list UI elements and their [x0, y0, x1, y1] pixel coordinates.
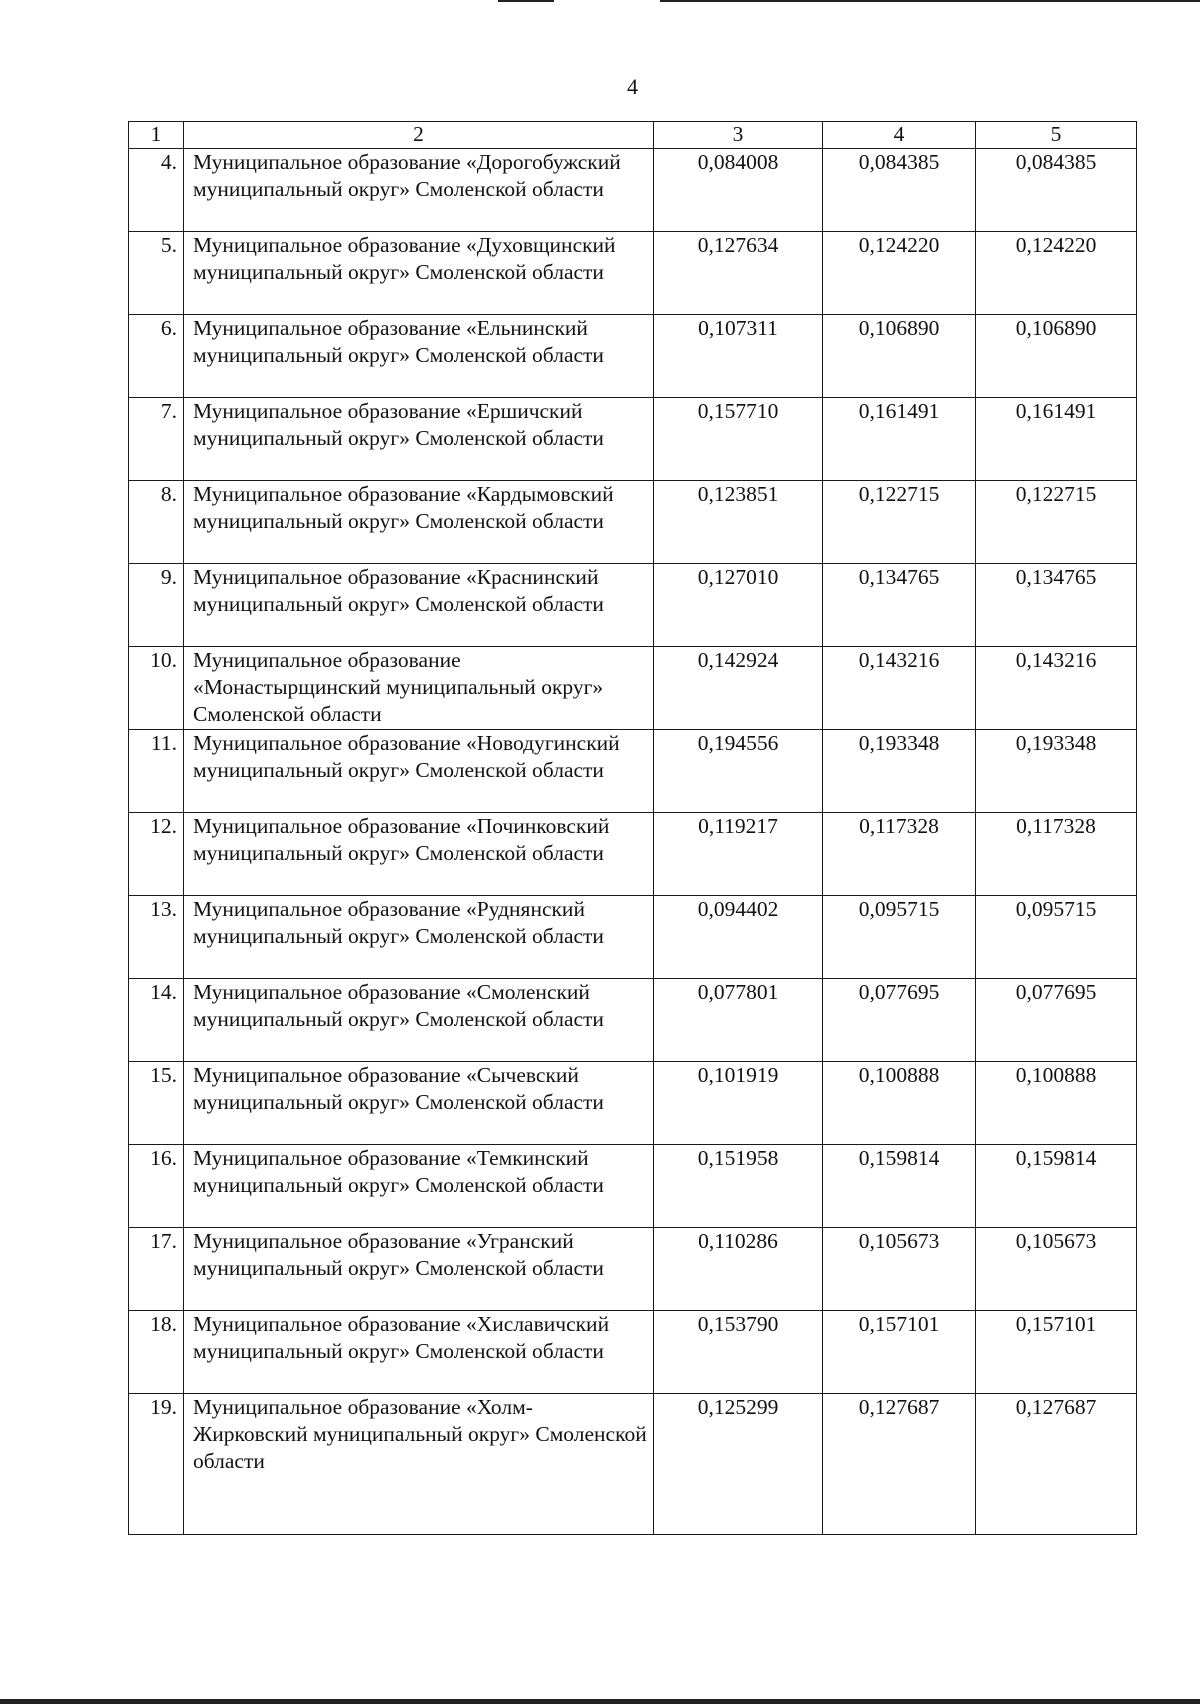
value-col-3: 0,119217 — [654, 813, 823, 896]
value-col-3: 0,110286 — [654, 1228, 823, 1311]
municipality-name: Муниципальное образование «Угранский муниципальный округ» Смоленской области — [184, 1228, 654, 1311]
value-col-3: 0,142924 — [654, 647, 823, 730]
value-col-4: 0,124220 — [823, 232, 976, 315]
value-col-5: 0,157101 — [976, 1311, 1137, 1394]
value-col-3: 0,084008 — [654, 149, 823, 232]
row-number: 18. — [129, 1311, 184, 1394]
value-col-5: 0,100888 — [976, 1062, 1137, 1145]
value-col-5: 0,161491 — [976, 398, 1137, 481]
table-row — [129, 1311, 1137, 1394]
table-row — [129, 647, 1137, 730]
municipality-name: Муниципальное образование «Починковский муниципальный округ» Смоленской области — [184, 813, 654, 896]
table-header-row — [129, 122, 1137, 149]
row-number: 8. — [129, 481, 184, 564]
value-col-4: 0,117328 — [823, 813, 976, 896]
table-row — [129, 315, 1137, 398]
value-col-4: 0,084385 — [823, 149, 976, 232]
header-cell-1: 1 — [129, 122, 184, 149]
table-row — [129, 1394, 1137, 1535]
value-col-4: 0,095715 — [823, 896, 976, 979]
value-col-5: 0,095715 — [976, 896, 1137, 979]
table-row — [129, 564, 1137, 647]
municipality-name: Муниципальное образование «Темкинский муниципальный округ» Смоленской области — [184, 1145, 654, 1228]
value-col-5: 0,143216 — [976, 647, 1137, 730]
value-col-5: 0,084385 — [976, 149, 1137, 232]
table-row — [129, 1228, 1137, 1311]
value-col-4: 0,106890 — [823, 315, 976, 398]
municipality-name: Муниципальное образование «Ельнинский муниципальный округ» Смоленской области — [184, 315, 654, 398]
value-col-3: 0,194556 — [654, 730, 823, 813]
header-cell-3: 3 — [654, 122, 823, 149]
municipality-name: Муниципальное образование «Смоленский муниципальный округ» Смоленской области — [184, 979, 654, 1062]
table-row — [129, 730, 1137, 813]
municipality-name: Муниципальное образование «Новодугинский муниципальный округ» Смоленской области — [184, 730, 654, 813]
row-number: 15. — [129, 1062, 184, 1145]
table-body — [129, 122, 1137, 1535]
scan-edge-top-mark — [498, 0, 554, 2]
municipality-name: Муниципальное образование «Краснинский муниципальный округ» Смоленской области — [184, 564, 654, 647]
municipality-name: Муниципальное образование «Хиславичский муниципальный округ» Смоленской области — [184, 1311, 654, 1394]
row-number: 16. — [129, 1145, 184, 1228]
header-cell-5: 5 — [976, 122, 1137, 149]
table-row — [129, 979, 1137, 1062]
value-col-5: 0,193348 — [976, 730, 1137, 813]
value-col-5: 0,127687 — [976, 1394, 1137, 1535]
row-number: 12. — [129, 813, 184, 896]
value-col-3: 0,153790 — [654, 1311, 823, 1394]
municipality-name: Муниципальное образование «Кардымовский муниципальный округ» Смоленской области — [184, 481, 654, 564]
scan-edge-top — [660, 0, 1200, 2]
table-row — [129, 232, 1137, 315]
municipality-name: Муниципальное образование «Ершичский муниципальный округ» Смоленской области — [184, 398, 654, 481]
row-number: 7. — [129, 398, 184, 481]
value-col-4: 0,159814 — [823, 1145, 976, 1228]
municipality-name: Муниципальное образование «Сычевский муниципальный округ» Смоленской области — [184, 1062, 654, 1145]
value-col-5: 0,117328 — [976, 813, 1137, 896]
page-number: 4 — [627, 74, 638, 99]
value-col-3: 0,107311 — [654, 315, 823, 398]
row-number: 17. — [129, 1228, 184, 1311]
value-col-4: 0,157101 — [823, 1311, 976, 1394]
row-number: 5. — [129, 232, 184, 315]
scan-edge-bottom — [0, 1699, 1200, 1704]
table-row — [129, 1145, 1137, 1228]
table-row — [129, 481, 1137, 564]
value-col-4: 0,193348 — [823, 730, 976, 813]
value-col-3: 0,077801 — [654, 979, 823, 1062]
value-col-4: 0,134765 — [823, 564, 976, 647]
value-col-4: 0,143216 — [823, 647, 976, 730]
value-col-5: 0,122715 — [976, 481, 1137, 564]
table-row — [129, 896, 1137, 979]
value-col-5: 0,124220 — [976, 232, 1137, 315]
table-row — [129, 1062, 1137, 1145]
value-col-3: 0,101919 — [654, 1062, 823, 1145]
value-col-4: 0,100888 — [823, 1062, 976, 1145]
value-col-3: 0,127010 — [654, 564, 823, 647]
municipality-name: Муниципальное образование «Руднянский муниципальный округ» Смоленской области — [184, 896, 654, 979]
row-number: 4. — [129, 149, 184, 232]
value-col-4: 0,122715 — [823, 481, 976, 564]
value-col-3: 0,157710 — [654, 398, 823, 481]
value-col-5: 0,159814 — [976, 1145, 1137, 1228]
value-col-5: 0,105673 — [976, 1228, 1137, 1311]
row-number: 10. — [129, 647, 184, 730]
row-number: 6. — [129, 315, 184, 398]
value-col-5: 0,077695 — [976, 979, 1137, 1062]
value-col-5: 0,106890 — [976, 315, 1137, 398]
municipality-name: Муниципальное образование «Холм-Жирковский муниципальный округ» Смоленской области — [184, 1394, 654, 1535]
table-row — [129, 398, 1137, 481]
value-col-5: 0,134765 — [976, 564, 1137, 647]
value-col-3: 0,125299 — [654, 1394, 823, 1535]
value-col-4: 0,077695 — [823, 979, 976, 1062]
row-number: 11. — [129, 730, 184, 813]
row-number: 13. — [129, 896, 184, 979]
value-col-3: 0,123851 — [654, 481, 823, 564]
municipality-name: Муниципальное образование «Монастырщинский муниципальный округ» Смоленской области — [184, 647, 654, 730]
value-col-3: 0,127634 — [654, 232, 823, 315]
value-col-3: 0,094402 — [654, 896, 823, 979]
value-col-4: 0,127687 — [823, 1394, 976, 1535]
data-table — [128, 121, 1137, 1535]
row-number: 14. — [129, 979, 184, 1062]
municipality-name: Муниципальное образование «Дорогобужский муниципальный округ» Смоленской области — [184, 149, 654, 232]
header-cell-2: 2 — [184, 122, 654, 149]
row-number: 19. — [129, 1394, 184, 1535]
table-row — [129, 813, 1137, 896]
value-col-3: 0,151958 — [654, 1145, 823, 1228]
table-row — [129, 149, 1137, 232]
municipality-name: Муниципальное образование «Духовщинский муниципальный округ» Смоленской области — [184, 232, 654, 315]
value-col-4: 0,161491 — [823, 398, 976, 481]
row-number: 9. — [129, 564, 184, 647]
value-col-4: 0,105673 — [823, 1228, 976, 1311]
header-cell-4: 4 — [823, 122, 976, 149]
